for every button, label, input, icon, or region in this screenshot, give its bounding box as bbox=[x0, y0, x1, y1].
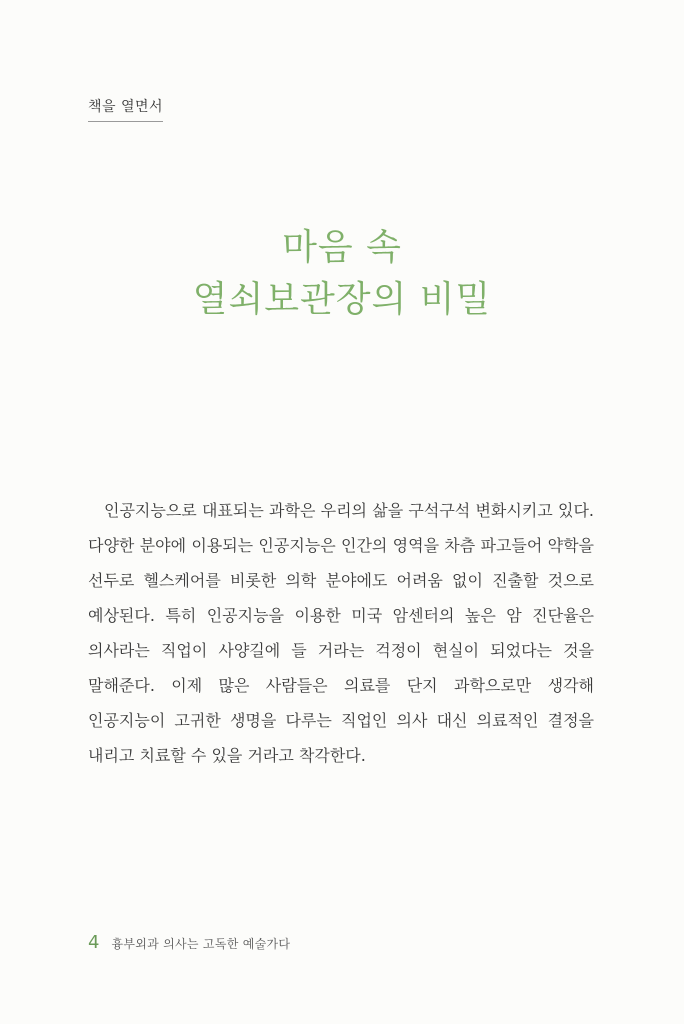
page-footer bbox=[88, 932, 290, 953]
body-paragraph: 인공지능으로 대표되는 과학은 우리의 삶을 구석구석 변화시키고 있다. 다양한 분야에 이용되는 인공지능은 인간의 영역을 차츰 파고들어 약학을 선두로 헬스케어를 비롯한 의학 분야에도 어려움 없이 진출할 것으로 예상된다. 특히 인공지능을 이용한 미국 암센터의 높은 암 진단율은 의사라는 직업이 사양길에 들 거라는 걱정이 현실이 되었다는 것을 말해준다. 이제 많은 사람들은 의료를 단지 과학으로만 생각해 인공지능이 고귀한 생명을 다루는 직업인 의사 대신 의료적인 결정을 내리고 치료할 수 있을 거라고 착각한다. bbox=[88, 501, 594, 765]
chapter-title-line-2: 열쇠보관장의 비밀 bbox=[192, 279, 492, 320]
body-paragraph-container bbox=[88, 493, 594, 773]
section-label: 책을 열면서 bbox=[88, 96, 163, 122]
chapter-title-line-1: 마음 속 bbox=[282, 227, 402, 268]
page-number: 4 bbox=[88, 932, 100, 953]
chapter-title bbox=[0, 222, 684, 326]
running-book-title: 흉부외과 의사는 고독한 예술가다 bbox=[111, 937, 291, 951]
